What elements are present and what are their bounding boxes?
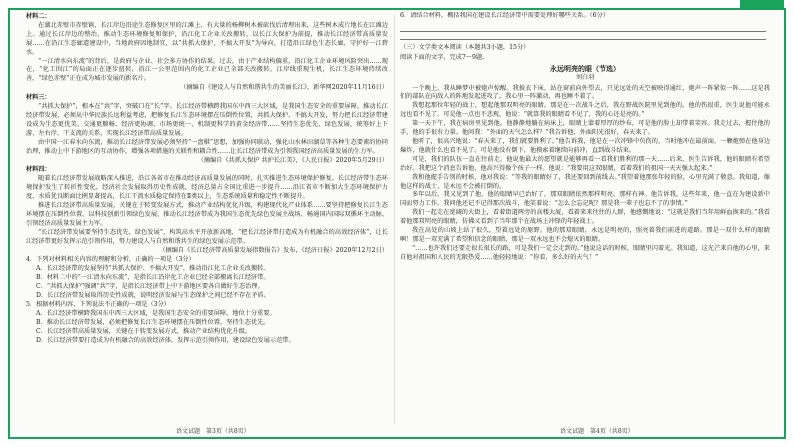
story-paragraph: 可是，我们的队伍一直在往前走。他说他最大的愿望就是能够再看一看我们胜利的那一天……后来，医生告诉我，他的眼睛有希望治好。我把这个消息告诉他，他高兴得像个孩子一样。他说：“我要用这双眼睛，看着我们的祖国一天天强大起来。” [400,155,770,172]
story-paragraph: 多年以后，我又见到了他。他的眼睛早已治好了，那双眼睛依然那样明亮，那样有神。他告诉我，这些年来，他一直在为建设新中国而努力工作。我问他还记不记得那次战斗，他笑着说：“怎么会忘记呢？那是我一辈子也忘不了的事情。” [400,191,770,208]
material-4-heading: 材料四： [26,166,51,174]
story-paragraph: 我和他握手告别的时候，他对我说：“等我的眼睛好了，我还要回到前线去。”我望着他那张年轻的脸，心里充满了敬意。我知道，像他这样的战士，是永远不会被打倒的。 [400,173,770,190]
material-3-heading: 材料三： [26,94,51,102]
paragraph: “长江经济带发展要坚持生态优先、绿色发展”，构筑高水平开放新高地，“把长江经济带打造成为有机融合的高效经济体”，让长江经济带更好发挥示范引领作用，努力建设人与自然和谐共生的绿色发展示范带。 [26,228,388,245]
option-c: C．“共抓大保护”强调“共”字，是指长江经济带上中下游地区要各自做好生态治理。 [36,283,264,291]
page-footer-right: 语文试题 第4页（共8页） [560,428,634,435]
paragraph: 推进长江经济带高质量发展，关键在于转变发展方式，推动产业结构优化升级，构建现代化产业体系……要坚持把修复长江生态环境摆在压倒性位置，以科技创新引领绿色发展，推动长江经济带成为我国生态优先绿色发展主战场、畅通国内国际双循环主动脉、引领经济高质量发展主力军。 [26,202,388,227]
reading-instruction: 阅读下面的文字，完成7～9题。 [400,53,489,61]
option-d: D．长江经济带要打造成为有机融合的高效经济体，发挥示范引领作用，建设绿色发展示范带。 [36,336,295,344]
material-2-heading: 材料二： [26,13,51,20]
story-paragraph: 他听了，很高兴地说：“春天来了，我们就要胜利了。”他告诉我，他是在一次冲锋中负伤的，当时他冲在最前面，一颗炮弹在他身边爆炸，他就什么也看不见了。可是他没有倒下，他摸索着继续向前冲，直到战斗结束。 [400,137,770,154]
story-paragraph: 我想起那位年轻的战士，想起他那双明亮的眼睛。那是在一次战斗之后，我在野战医院里见到他的。他的伤很重，医生说他可能永远也看不见了。可是他一点也不悲观，他说：“就算我的眼睛看不见了，我的心还是亮的。” [400,102,770,119]
top-bar [0,0,794,8]
exam-page-right [400,12,770,440]
accent-strip [740,0,784,8]
answer-lines [400,24,770,40]
option-b: B．推动长江经济带发展，必须把修复长江生态环境摆在压倒性位置，坚持生态优先。 [36,318,270,326]
question-5: 5．根据材料内容，下列说法不正确的一项是（3分） [26,301,170,308]
source-citation: （摘编自《共抓大保护 共护长江美》，《人民日报》2020年5月29日） [197,156,388,164]
option-d: D．长江经济带发展取得历史性成就，说明经济发展与生态保护之间已经不存在矛盾。 [36,292,270,300]
option-c: C．长江经济带高质量发展，关键在于转变发展方式，推动产业结构优化升级。 [36,327,252,335]
story-paragraph: 我们一起走在宽阔的大街上，看着街道两旁的高楼大厦，看着来来往往的人群，他感慨地说：“这就是我们当年用鲜血换来的。”我看着他那双明亮的眼睛，仿佛又看到了当年那个在战场上冲锋的年轻战士。 [400,209,770,226]
paragraph: 随着长江经济带发展战略深入推进，沿江各省市在推动经济高质量发展的同时，扎实推进生态环境保护修复。长江经济带生态环境保护发生了转折性变化，经济社会发展取得历史性成就，经济总量占全国比重进一步提升……沿江省市不断加大生态环境保护力度，水质优良断面比例显著提高，长江干流水质稳定保持在Ⅱ类以上，生态系统质量和稳定性不断提升。 [26,175,388,201]
story-title: 永远明亮的眼（节选） [550,63,620,73]
story-paragraph: 第一天下午，我在病房里见到他。他静静地躺在病床上，眼睛上蒙着厚厚的纱布，可是他的脸上却带着笑容。我走过去，握住他的手，他的手很有力量。他问我：“外面的天气怎么样？”我告诉他，外面阳光很好，春天来了。 [400,120,770,137]
paragraph: “共抓大保护”，根本在“共”字，突破口在“长”字。长江经济带横跨我国东中西三大区域，是我国生态安全的重要屏障。推动长江经济带发展，必须从中华民族长远利益考虑，把修复长江生态环境摆在压倒性位置，共抓大保护、不搞大开发，努力把长江经济带建设成为生态更优美、交通更顺畅、经济更协调、市场更统一、机制更科学的黄金经济带……坚持生态优先、绿色发展，统筹好上下游、左右岸、干支流的关系，实现长江经济带高质量发展。 [26,103,388,137]
story-paragraph: 我在高处的山坡上站了很久，望着远处的原野。他的那双眼睛，永远是明亮的，照亮着我们前进的道路。那是一双什么样的眼睛啊！那是一双充满了希望和信念的眼睛，那是一双永远也不会熄灭的眼睛。 [400,227,770,243]
source-citation: （摘编自《长江经济带高质量发展指数报告》发布，《经济日报》2020年12月2日） [159,246,388,254]
source-citation: （摘编自《建设人与自然和谐共生的美丽长江》，新华网2020年11月16日） [180,84,388,92]
story-paragraph: 一个晚上，我从睡梦中被炮声惊醒。我披衣下床，站在窗前向外望去，只见远处的天空被映得通红，炮声一阵紧似一阵……这是我们的部队在向敌人的阵地发起进攻了。我心里一阵激动，再也睡不着了。 [400,84,770,101]
answer-line [400,24,766,32]
paragraph: 由中国一江春水向东流，推动长江经济带发展必须坚持“一盘棋”思想，加强协同联动，强化山水林田湖草等各种生态要素的协同治理，推动上中下游地区的互动协作，增强各项措施的关联性和耦合性……让长江经济带成为引领我国经济高质量发展的生力军。 [26,138,388,155]
section-heading: （三）文学类文本阅读（本题共3小题，15分） [400,43,530,51]
question-6: 6．请结合材料，概括我国在建设长江经济带中需要处理好哪些关系。（6分） [400,12,609,19]
question-4: 4．下列对材料相关内容的理解和分析，正确的一项是（3分） [26,256,195,264]
page-gutter [394,14,395,424]
answer-line [400,32,766,40]
option-b: B．材料二中的“一江清水向东流”，是指长江沿岸化工企业已经全部搬离长江经济带。 [36,274,270,282]
option-a: A．长江经济带的发展坚持“共抓大保护、不搞大开发”，推动沿江化工企业关改搬转。 [36,265,270,273]
paragraph: 在湖北赤壁市赤壁镇，长江岸边沿途生态修复区里的江滩上，有大量的杨柳树木被砍伐后清理出来，这些树木成片地长在江滩边上。通过长江岸边的整治，推动生态环境修复和保护，沿江化工企业关改搬转，以长江大保护为前提，推动长江经济带高质量发展……在沿江生态廊道建设中，当地政府因地制宜，以“共抓大保护，不搞大开发”为导向，打造沿江绿色生态长廊，守护好一江碧水。 [26,21,388,56]
exam-page-left [26,12,388,440]
story-paragraph: “……也许我们还要走很长很长的路，可是我们一定会走到的。”他说这话的时候，眼睛里闪着光。我知道，这光芒来自他的心里，来自他对祖国和人民的无限热爱……他轻轻地说：“你看，多么好的天气！” [400,244,770,261]
story-author: 刘白羽 [575,73,595,81]
paragraph: “一江清水向东流”的背后，是政府与企业、社会多方协作的结果。过去，由于产业结构偏重，沿江化工企业环境风险突出……现在，“化工围江”的局面正在逐步扭转，沿江一公里范围内的化工企业已全部关改搬转，江岸线重现生机，长江生态环境持续改善，“绿色赤壁”正在成为城市发展的新名片。 [26,57,388,83]
option-a: A．长江经济带横跨我国东中西三大区域，是我国生态安全的重要屏障，地位十分重要。 [36,309,276,317]
page-footer-left: 语文试题 第3页（共8页） [176,428,250,435]
